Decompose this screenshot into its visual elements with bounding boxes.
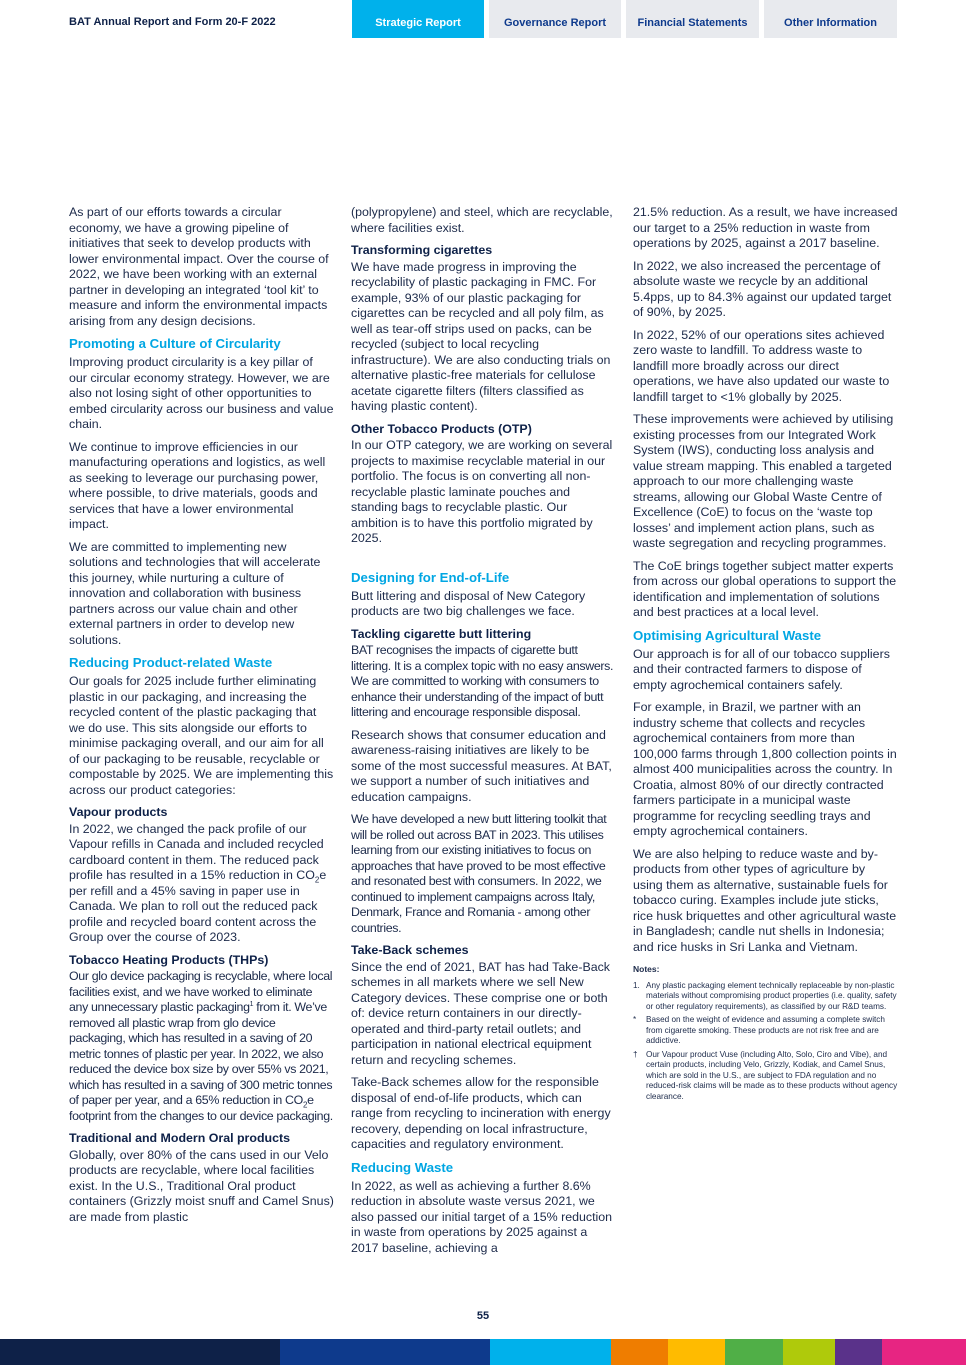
paragraph: For example, in Brazil, we partner with an industry scheme that collects and recycles agrochemical containers from more than 100,000 farms through 1,800 collection points in almost 400 municipalities across the country. In Croatia, almost 80% of our directly contracted farmers participate in a municipal waste programme for recycling seedling trays and empty agrochemical containers. [633,700,897,838]
heading-designing-end-of-life: Designing for End-of-Life [351,569,510,585]
heading-optimising-agricultural-waste: Optimising Agricultural Waste [633,627,822,643]
paragraph: The CoE brings together subject matter experts from across our global operations to support the identification and implementation of solutions and best practices at a local level. [633,558,897,619]
column-3 [633,205,898,1105]
subheading-take-back-schemes: Take-Back schemes [351,943,469,957]
footer-stripe [611,1339,668,1365]
paragraph: As part of our efforts towards a circular economy, we have a growing pipeline of initiatives that seek to develop products with lower environmental impact. Over the course of 2022, we have been working with an external partner in developing an integrated ‘tool kit’ to measure and inform the environmental impacts arising from any design decisions. [69,205,329,328]
paragraph: Since the end of 2021, BAT has had Take-Back schemes in all markets where we sell New Category devices. These comprise one or both of: device return containers in our directly-operated and third-party retail outlets; and participation in national electrical equipment return and recycling schemes. [351,959,610,1067]
paragraph: We are committed to implementing new solutions and technologies that will accelerate this journey, while nurturing a culture of innovation and collaboration with business partners across our value chain and other external partners in order to develop new solutions. [69,539,321,647]
heading-reducing-product-waste: Reducing Product-related Waste [69,655,273,670]
footer-stripe [725,1339,783,1365]
paragraph-thp: Our glo device packaging is recyclable, where local facilities exist, and we have worked to eliminate any unnecessary plastic packaging$^1$ from it. We’ve removed all plastic wrap from glo device packaging, which has resulted in a saving of 20 metric tonnes of plastic per year. In 2022, we also reduced the device box size by over 55% vs 2021, which has resulted in a saving of 300 metric tonnes of paper per year, and a 65% reduction in $CO_2e$ footprint from the changes to our device packaging. [69,969,333,1123]
tab-strategic-report[interactable]: Strategic Report [352,0,484,38]
column-1 [69,205,334,1232]
tab-other-information[interactable]: Other Information [764,0,897,38]
paragraph: Globally, over 80% of the cans used in our Velo products are recyclable, where local facilities exist. In the U.S., Traditional Oral product containers (Grizzly moist snuff and Camel Snus) are made from plastic [69,1147,334,1224]
footnote: * Based on the weight of evidence and assuming a complete switch from cigarette smoking. These products are not risk free and are addictive. [633,1015,885,1045]
paragraph: 21.5% reduction. As a result, we have increased our target to a 25% reduction in waste from operations by 2025, against a 2017 baseline. [633,205,898,250]
footer-stripe [882,1339,966,1365]
footer-stripe [280,1339,490,1365]
footer-stripe [835,1339,882,1365]
paragraph: In 2022, as well as achieving a further 8.6% reduction in absolute waste versus 2021, we also passed our initial target of a 15% reduction in waste from operations by 2025 against a 2017 baseline, achieving a [351,1178,613,1255]
footer-stripe [490,1339,611,1365]
paragraph: We have developed a new butt littering toolkit that will be rolled out across BAT in 2023. This utilises learning from our existing initiatives to focus on approaches that have proved to be most effective and resonated best with consumers. In 2022, we continued to implement campaigns across Italy, Denmark, France and Romania - among other countries. [351,812,607,935]
paragraph: BAT recognises the impacts of cigarette butt littering. It is a complex topic with no easy answers. We are committed to working with consumers to enhance their understanding of the impact of butt littering and encourage responsible disposal. [351,643,614,719]
footnote: † Our Vapour product Vuse (including Alto, Solo, Ciro and Vibe), and certain products, including Velo, Grizzly, Kodiak, and Camel Snus, which are sold in the U.S., are subject to FDA regulation and no reduced-risk claims will be made as to these products without agency clearance. [633,1049,898,1101]
footer-stripe [0,1339,280,1365]
heading-reducing-waste: Reducing Waste [351,1159,454,1175]
paragraph: Our approach is for all of our tobacco suppliers and their contracted farmers to dispose of empty agrochemical containers safely. [633,646,890,692]
paragraph-vapour: In 2022, we changed the pack profile of our Vapour refills in Canada and included recycled cardboard content in them. The reduced pack profile has resulted in a 15% reduction in $CO_2e$ per refill and a 45% saving in paper use in Canada. We plan to roll out the reduced pack profile and recycled board content across the Group over the course of 2023. [69,821,327,944]
subheading-thp: Tobacco Heating Products (THPs) [69,952,269,967]
paragraph: (polypropylene) and steel, which are recyclable, where facilities exist. [351,205,613,235]
document-title: BAT Annual Report and Form 20-F 2022 [69,16,276,28]
paragraph: These improvements were achieved by utilising existing processes from our Integrated Work System (IWS), conducting loss analysis and value stream mapping. This enabled a targeted approach to our more challenging waste streams, allowing our Global Waste Centre of Excellence (CoE) to focus on the ‘waste top losses’ and implement action plans, such as waste segregation and recycling programmes. [633,412,894,550]
paragraph: Research shows that consumer education and awareness-raising initiatives are likely to be some of the most successful measures. At BAT, we support a number of such initiatives and education campaigns. [351,727,612,804]
paragraph: In 2022, 52% of our operations sites achieved zero waste to landfill. To address waste to landfill more broadly across our direct operations, we have also updated our waste to landfill target to <1% globally by 2025. [633,327,890,404]
paragraph: Take-Back schemes allow for the responsible disposal of end-of-life products, which can range from recycling to incineration with energy recovery, depending on local infrastructure, capacities and regulatory environment. [351,1075,611,1151]
footer-stripe [783,1339,835,1365]
subheading-oral-products: Traditional and Modern Oral products [69,1131,290,1145]
paragraph: We continue to improve efficiencies in our manufacturing operations and logistics, as well as seeking to leverage our purchasing power, where possible, to drive materials, goods and services that have a lower environmental impact. [69,439,326,531]
page-number: 55 [476,1310,490,1322]
column-2 [351,205,615,1263]
tab-financial-statements[interactable]: Financial Statements [626,0,759,38]
subheading-transforming-cigarettes: Transforming cigarettes [351,243,493,257]
subheading-vapour-products: Vapour products [69,805,168,819]
subheading-tackling-butt-littering: Tackling cigarette butt littering [351,626,532,641]
heading-promoting-circularity: Promoting a Culture of Circularity [69,336,281,351]
paragraph: In our OTP category, we are working on several projects to maximise recyclable material in our portfolio. The focus is on converting all non-recyclable plastic laminate pouches and standing bags to recyclable plastic. Our ambition is to have this portfolio migrated by 2025. [351,438,613,545]
paragraph: Improving product circularity is a key pillar of our circular economy strategy. However, we are also not losing sight of other opportunities to embed circularity across our business and value chain. [69,355,334,431]
paragraph: We have made progress in improving the recyclability of plastic packaging in FMC. For example, 93% of our plastic packaging for cigarettes can be recycled and all poly film, as well as tear-off strips used on packs, can be recycled (subject to local recycling infrastructure). We are also conducting trials on alternative plastic-free materials for cellulose acetate cigarette filters (filters classified as having plastic content). [351,259,611,413]
footnote: 1. Any plastic packaging element technically replaceable by non-plastic materials without compromising product properties (i.e. quality, safety or other regulatory requirements), as classified by our R&D teams. [633,980,897,1011]
footer-stripe [668,1339,725,1365]
subheading-otp: Other Tobacco Products (OTP) [351,421,532,436]
notes-title: Notes: [633,964,660,974]
tab-governance-report[interactable]: Governance Report [489,0,621,38]
top-navigation [0,0,966,40]
footer-color-bar [0,1339,966,1365]
paragraph: Butt littering and disposal of New Category products are two big challenges we face. [351,588,586,618]
paragraph: Our goals for 2025 include further eliminating plastic in our packaging, and increasing the recycled content of the plastic packaging that we do use. This sits alongside our efforts to minimise packaging overall, and our aim for all of our packaging to be reusable, recyclable or compostable by 2025. We are implementing this across our product categories: [69,674,334,797]
paragraph: In 2022, we also increased the percentage of absolute waste we recycle by an additional 5.4pps, up to 84.3% against our updated target of 90%, by 2025. [633,258,892,319]
paragraph: We are also helping to reduce waste and by-products from other types of agriculture by using them as alternative, sustainable fuels for tobacco curing. Examples include jute sticks, rice husk briquettes and other agricultural waste in Bangladesh; candle nut shells in Indonesia; and rice husks in Sri Lanka and Vietnam. [633,846,897,954]
